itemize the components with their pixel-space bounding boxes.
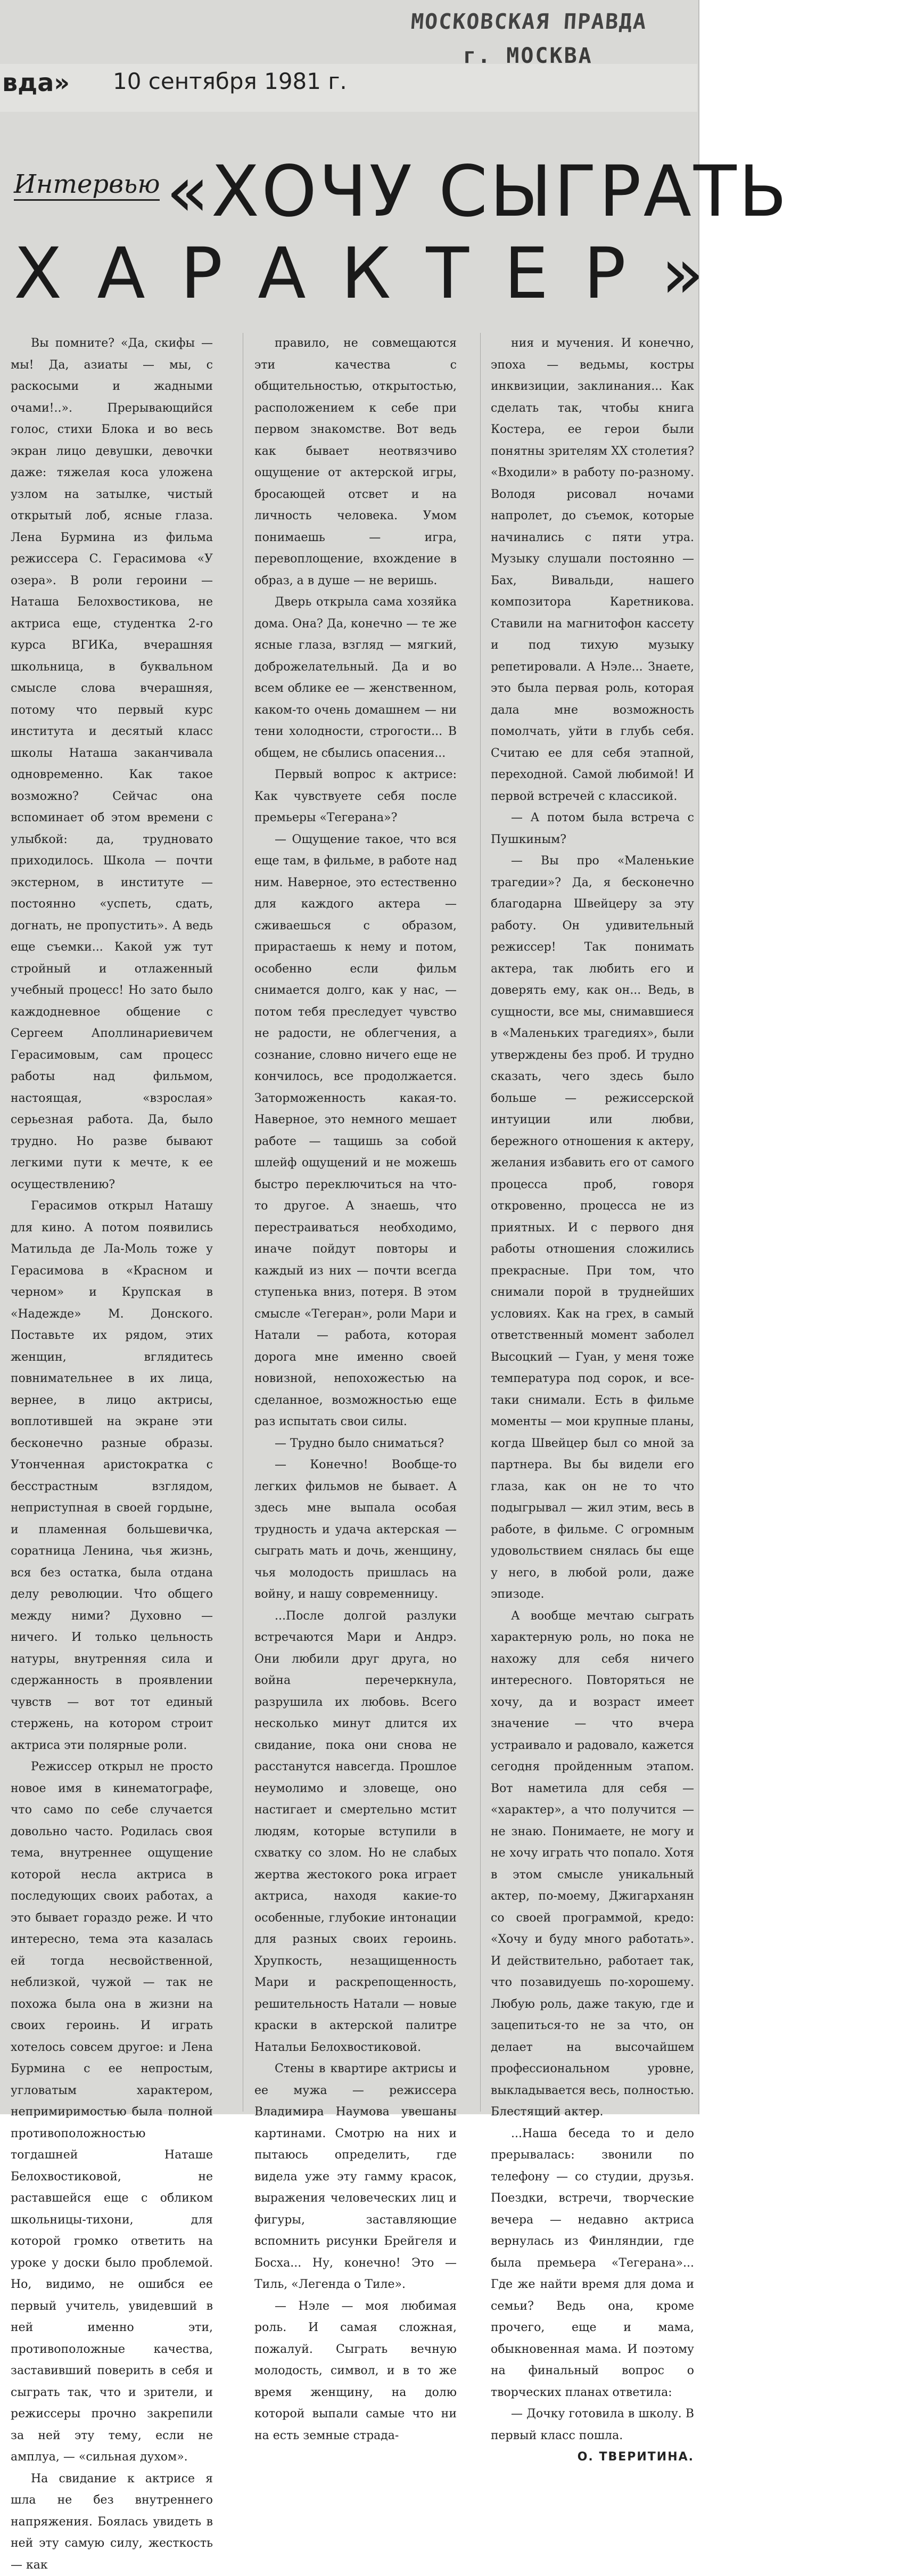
publication-date: 10 сентября 1981 г.: [113, 68, 347, 94]
paragraph: На свидание к актрисе я шла не без внутреннего напряжения. Боялась увидеть в ней эту самую силу, жесткость — как: [11, 2468, 213, 2576]
paragraph: Режиссер открыл не просто новое имя в кинематографе, что само по себе случается довольно часто. Родилась своя тема, внутреннее ощущение которой несла актриса в последующих своих работах, а это бывает гораздо реже. И что интересно, тема эта казалась ей тогда несвойственной, неблизкой, чужой — так не похожа была она в жизни на своих героинь. И играть хотелось совсем другое: и Лена Бурмина с ее непростым, угловатым характером, непримиримостью была полной противоположностью тогдашней Наташе Белохвостиковой, не раставшейся еще с обликом школьницы-тихони, для которой громко ответить на уроке у доски было проблемой. Но, видимо, не ошибся ее первый учитель, увидевший в ней именно эти, противоположные качества, заставивший поверить в себя и сыграть так, что и зрители, и режиссеры прочно закрепили за ней эту тему, если не амплуа, — «сильная духом».: [11, 1756, 213, 2468]
library-stamp: [373, 10, 671, 79]
paragraph: Стены в квартире актрисы и ее мужа — режиссера Владимира Наумова увешаны картинами. Смотрю на них и пытаюсь определить, где видела уже эту гамму красок, выражения человеческих лиц и фигуры, заставляющие вспомнить рисунки Брейгеля и Босха... Ну, конечно! Это — Тиль, «Легенда о Тиле».: [254, 2058, 457, 2296]
rubric-label: Интервью: [14, 169, 160, 201]
paragraph: ...Наша беседа то и дело прерывалась: звонили по телефону — со студии, друзья. Поездки, встречи, творческие вечера — недавно актриса вернулась из Финляндии, где была премьера «Тегерана»... Где же найти время для дома и семьи? Ведь она, кроме прочего, еще и мама, обыкновенная мама. И поэтому на финальный вопрос о творческих планах ответила:: [491, 2123, 694, 2404]
paragraph: Вы помните? «Да, скифы — мы! Да, азиаты — мы, с раскосыми и жадными очами!..». Прерывающийся голос, стихи Блока и во весь экран лицо девушки, девочки даже: тяжелая коса уложена узлом на затылке, чистый открытый лоб, ясные глаза. Лена Бурмина из фильма режиссера С. Герасимова «У озера». В роли героини — Наташа Белохвостикова, не актриса еще, студентка 2-го курса ВГИКа, вчерашняя школьница, в буквальном смысле слова вчерашняя, потому что первый курс института и десятый класс школы Наташа заканчивала одновременно. Как такое возможно? Сейчас она вспоминает об этом времени с улыбкой: да, трудновато приходилось. Школа — почти экстерном, в институте — постоянно «успеть, сдать, догнать, не пропустить». А ведь еще съемки... Какой уж тут стройный и отлаженный учебный процесс! Но зато было каждодневное общение с Сергеем Аполлинариевичем Герасимовым, сам процесс работы над фильмом, настоящая, «взрослая» серьезная работа. Да, было трудно. Но разве бывают легкими пути к мечте, к ее осуществлению?: [11, 333, 213, 1196]
paragraph: правило, не совмещаются эти качества с общительностью, открытостью, расположением к себе при первом знакомстве. Вот ведь как бывает неотвязчиво ощущение от актерской игры, бросающей отсвет и на личность человека. Умом понимаешь — игра, перевоплощение, вхождение в образ, а в душе — не веришь.: [254, 333, 457, 592]
paragraph: Дверь открыла сама хозяйка дома. Она? Да, конечно — те же ясные глаза, взгляд — мягкий, доброжелательный. Да и во всем облике ее — женственном, каком-то очень домашнем — ни тени холодности, строгости... В общем, не сбылись опасения...: [254, 592, 457, 764]
paragraph: ния и мучения. И конечно, эпоха — ведьмы, костры инквизиции, заклинания... Как сделать так, чтобы книга Костера, ее герои были понятны зрителям XX столетия? «Входили» в работу по-разному. Володя рисовал ночами напролет, до съемок, которые начинались с пяти утра. Музыку слушали постоянно — Бах, Вивальди, нашего композитора Каретникова. Ставили на магнитофон кассету и под тихую музыку репетировали. А Нэле... Знаете, это была первая роль, которая дала мне возможность помолчать, уйти в глубь себя. Считаю ее для себя этапной, переходной. Самой любимой! И первой встречей с классикой.: [491, 333, 694, 807]
article-title-line-1: «ХОЧУ СЫГРАТЬ: [166, 151, 789, 233]
stamp-city: г. МОСКВА: [463, 44, 593, 68]
paragraph: — А потом была встреча с Пушкиным?: [491, 807, 694, 851]
article-column-3: [491, 333, 694, 2468]
paragraph: Герасимов открыл Наташу для кино. А потом появились Матильда де Ла-Моль тоже у Герасимова в «Красном и черном» и Крупская в «Надежде» М. Донского. Поставьте их рядом, этих женщин, вглядитесь повнимательнее в их лица, вернее, в лицо актрисы, воплотившей на экране эти бесконечно разные образы. Утонченная аристократка с бесстрастным взглядом, неприступная в своей гордыне, и пламенная большевичка, соратница Ленина, чья жизнь, вся без остатка, была отдана делу революции. Что общего между ними? Духовно — ничего. И только цельность натуры, внутренняя сила и сдержанность в проявлении чувств — вот тот единый стержень, на котором строит актриса эти полярные роли.: [11, 1196, 213, 1756]
paragraph: — Ощущение такое, что вся еще там, в фильме, в работе над ним. Наверное, это естественно для каждого актера — сживаешься с образом, прирастаешь к нему и потом, особенно если фильм снимается долго, как у нас, — потом тебя преследует чувство не радости, не облегчения, а сознание, словно ничего еще не кончилось, все продолжается. Заторможенность какая-то. Наверное, это немного мешает работе — тащишь за собой шлейф ощущений и не можешь быстро переключиться на что-то другое. А знаешь, что перестраиваться необходимо, иначе пойдут повторы и каждый из них — почти всегда ступенька вниз, потеря. В этом смысле «Тегеран», роли Мари и Натали — работа, которая дорога мне именно своей новизной, непохожестью на сделанное, возможностью еще раз испытать свои силы.: [254, 829, 457, 1433]
paragraph: — Трудно было сниматься?: [254, 1433, 457, 1455]
paragraph: А вообще мечтаю сыграть характерную роль, но пока не нахожу для себя ничего интересного. Повторяться не хочу, да и возраст имеет значение — что вчера устраивало и радовало, кажется сегодня пройденным этапом. Вот наметила для себя — «характер», а что получится — не знаю. Понимаете, не могу и не хочу играть что попало. Хотя в этом смысле уникальный актер, по-моему, Джигарханян со своей программой, кредо: «Хочу и буду много работать». И действительно, работает так, что позавидуешь по-хорошему. Любую роль, даже такую, где и зацепиться-то не за что, он делает на высочайшем профессиональном уровне, выкладывается весь, полностью. Блестящий актер.: [491, 1606, 694, 2123]
paragraph: — Вы про «Маленькие трагедии»? Да, я бесконечно благодарна Швейцеру за эту работу. Он удивительный режиссер! Так понимать актера, так любить его и доверять ему, как он... Ведь, в сущности, все мы, снимавшиеся в «Маленьких трагедиях», были утверждены без проб. И трудно сказать, чего здесь было больше — режиссерской интуиции или любви, бережного отношения к актеру, желания избавить его от самого процесса проб, говоря откровенно, процесса не из приятных. И с первого дня работы отношения сложились прекрасные. При том, что снимали порой в труднейших условиях. Как на грех, в самый ответственный момент заболел Высоцкий — Гуан, у меня тоже температура под сорок, и все-таки снимали. Есть в фильме моменты — мои крупные планы, когда Швейцер был со мной за партнера. Вы бы видели его глаза, как он не то что подыгрывал — жил этим, весь в работе, в фильме. С огромным удовольствием снялась бы еще у него, в любой роли, даже эпизоде.: [491, 851, 694, 1606]
stamp-newspaper-name: МОСКОВСКАЯ ПРАВДА: [410, 10, 648, 34]
author-signature: О. ТВЕРИТИНА.: [491, 2447, 694, 2468]
article-title-line-2: ХАРАКТЕР»: [14, 233, 739, 315]
article-column-1: [11, 333, 213, 2576]
article-column-2: [254, 333, 457, 2447]
paragraph: Первый вопрос к актрисе: Как чувствуете себя после премьеры «Тегерана»?: [254, 764, 457, 829]
newspaper-source-fragment: вда»: [2, 68, 70, 97]
paragraph: — Конечно! Вообще-то легких фильмов не бывает. А здесь мне выпала особая трудность и удача актерская — сыграть мать и дочь, женщину, чья молодость пришлась на войну, и нашу современницу.: [254, 1454, 457, 1606]
column-divider: [480, 333, 481, 2112]
paragraph: — Дочку готовила в школу. В первый класс пошла.: [491, 2403, 694, 2447]
paragraph: — Нэле — моя любимая роль. И самая сложная, пожалуй. Сыграть вечную молодость, символ, и в то же время женщину, на долю которой выпали самые что ни на есть земные страда-: [254, 2296, 457, 2447]
paragraph: ...После долгой разлуки встречаются Мари и Андрэ. Они любили друг друга, но война перечеркнула, разрушила их любовь. Всего несколько минут длится их свидание, пока они снова не расстанутся навсегда. Прошлое неумолимо и зловеще, оно настигает и смертельно мстит людям, которые вступили в схватку со злом. Но не слабых жертва жестокого рока играет актриса, находя какие-то особенные, глубокие интонации для разных своих героинь. Хрупкость, незащищенность Мари и раскрепощенность, решительность Натали — новые краски в актерской палитре Натальи Белохвостиковой.: [254, 1606, 457, 2059]
